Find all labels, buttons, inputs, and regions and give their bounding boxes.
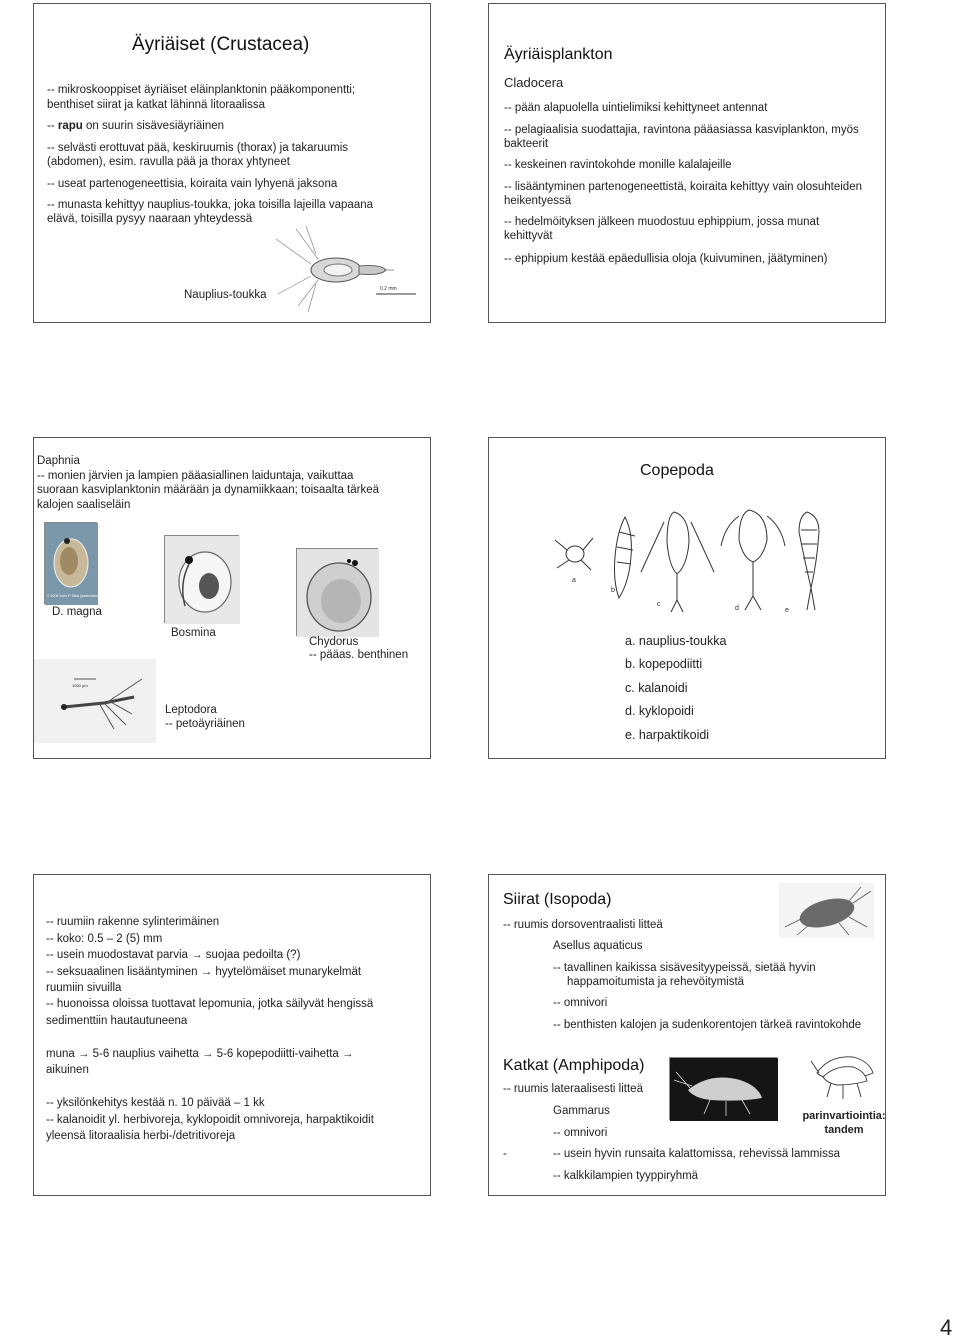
text-line: benthiset siirat ja katkat lähinnä litoraalissa bbox=[47, 99, 265, 111]
species-name: Gammarus bbox=[553, 1105, 610, 1117]
list-item: bakteerit bbox=[504, 138, 549, 150]
rapu-bold: rapu bbox=[57, 120, 83, 132]
text-line-rapu bbox=[47, 119, 224, 134]
list-item: -- lisääntyminen partenogeneettistä, koiraita kehittyy vain olosuhteiden bbox=[504, 181, 862, 193]
text-line: -- huonoissa oloissa tuottavat lepomunia, jotka säilyvät hengissä bbox=[46, 998, 374, 1010]
text-line: -- usein muodostavat parvia → suojaa pedoilta (?) bbox=[46, 949, 301, 961]
text-line: -- useat partenogeneettisia, koiraita vain lyhyenä jaksona bbox=[47, 178, 338, 190]
label-d: d bbox=[735, 605, 739, 612]
tandem-drawing bbox=[809, 1043, 879, 1101]
text-line: -- koko: 0.5 – 2 (5) mm bbox=[46, 933, 163, 945]
text-line: -- mikroskooppiset äyriäiset eläinplanktonin pääkomponentti; bbox=[47, 84, 356, 96]
text-line: ruumiin sivuilla bbox=[46, 982, 122, 994]
text-line: -- yksilönkehitys kestää n. 10 päivää – 1 kk bbox=[46, 1097, 265, 1109]
caption-bosmina: Bosmina bbox=[171, 627, 216, 639]
text-line: muna → 5-6 nauplius vaihetta → 5-6 kopepodiitti-vaihetta → bbox=[46, 1048, 354, 1060]
species-name: Asellus aquaticus bbox=[553, 940, 643, 952]
text-line: -- selvästi erottuvat pää, keskiruumis (thorax) ja takaruumis bbox=[47, 142, 349, 154]
asellus-photo bbox=[779, 883, 874, 938]
text-line: happamoitumista ja rehevöitymistä bbox=[567, 976, 745, 988]
copepod-illustration bbox=[549, 502, 829, 620]
photo-copyright: © 2005 John F. Stick (www.microfarm.org) bbox=[47, 594, 113, 598]
scale-label: 1000 µm bbox=[72, 683, 88, 688]
gammarus-photo bbox=[669, 1057, 777, 1120]
tandem-label-line2: tandem bbox=[824, 1124, 864, 1136]
page-number: 4 bbox=[940, 1315, 953, 1340]
legend-item: e. harpaktikoidi bbox=[625, 728, 710, 742]
text-line: -- usein hyvin runsaita kalattomissa, rehevissä lammissa bbox=[553, 1148, 840, 1160]
rapu-rest: on suurin sisävesiäyriäinen bbox=[82, 120, 225, 132]
leptodora-photo bbox=[34, 659, 156, 743]
slide-crustacea bbox=[33, 3, 431, 323]
text-line: -- ruumis dorsoventraalisti litteä bbox=[503, 919, 663, 931]
text-line: -- ruumis lateraalisesti litteä bbox=[503, 1083, 643, 1095]
text-line: -- seksuaalinen lisääntyminen → hyytelömäiset munarykelmät bbox=[46, 966, 362, 978]
text-line: (abdomen), esim. ravulla pää ja thorax yhtyneet bbox=[47, 156, 290, 168]
text-line: -- ruumiin rakenne sylinterimäinen bbox=[46, 916, 220, 928]
title-katkat: Katkat (Amphipoda) bbox=[503, 1057, 645, 1074]
caption-leptodora-note: -- petoäyriäinen bbox=[165, 718, 245, 730]
list-item: -- pelagiaalisia suodattajia, ravintona pääasiassa kasviplankton, myös bbox=[504, 124, 859, 136]
chydorus-photo bbox=[296, 548, 378, 636]
text-line: sedimenttiin hautautuneena bbox=[46, 1015, 188, 1027]
nauplius-image bbox=[266, 224, 426, 314]
text-line: -- munasta kehittyy nauplius-toukka, joka toisilla lajeilla vapaana bbox=[47, 199, 374, 211]
label-a: a bbox=[572, 577, 576, 584]
legend-item: a. nauplius-toukka bbox=[625, 634, 727, 648]
tandem-label-line1: parinvartiointia: bbox=[802, 1110, 886, 1122]
slide-subtitle: Cladocera bbox=[504, 75, 564, 90]
legend-item: b. kopepodiitti bbox=[625, 657, 703, 671]
text-line: -- omnivori bbox=[553, 997, 608, 1009]
caption-d-magna: D. magna bbox=[52, 606, 102, 618]
scale-label: 0.2 mm bbox=[380, 286, 397, 292]
list-item: kehittyvät bbox=[504, 230, 553, 242]
slide-title: Äyriäiset (Crustacea) bbox=[132, 34, 310, 55]
list-item: -- hedelmöityksen jälkeen muodostuu ephippium, jossa munat bbox=[504, 216, 820, 228]
list-item: -- keskeinen ravintokohde monille kalalajeille bbox=[504, 159, 732, 171]
legend-item: c. kalanoidi bbox=[625, 681, 688, 695]
caption-leptodora: Leptodora bbox=[165, 704, 217, 716]
caption-chydorus-note: -- pääas. benthinen bbox=[309, 649, 409, 661]
slide-ayriaisplankton bbox=[488, 3, 886, 323]
label-c: c bbox=[657, 601, 661, 608]
daphnia-magna-photo bbox=[44, 522, 113, 604]
slide-title: Copepoda bbox=[640, 462, 714, 479]
text-line: -- kalanoidit yl. herbivoreja, kyklopoidit omnivoreja, harpaktikoidit bbox=[46, 1114, 374, 1126]
text-line: -- kalkkilampien tyyppiryhmä bbox=[553, 1170, 699, 1182]
label-b: b bbox=[611, 587, 615, 594]
text-line: -- omnivori bbox=[553, 1127, 608, 1139]
bullet-dash: - bbox=[503, 1148, 507, 1160]
tandem-label bbox=[799, 1109, 889, 1137]
slide-isopoda-amphipoda bbox=[488, 874, 886, 1196]
text-line: elävä, toisilla pysyy naaraan yhteydessä bbox=[47, 213, 253, 225]
text-line: -- monien järvien ja lampien pääasiallinen laiduntaja, vaikuttaa bbox=[37, 470, 354, 482]
list-item: heikentyessä bbox=[504, 195, 572, 207]
legend-item: d. kyklopoidi bbox=[625, 704, 694, 718]
slide-heading: Daphnia bbox=[37, 455, 80, 467]
bosmina-photo bbox=[164, 535, 239, 623]
text-line: -- tavallinen kaikissa sisävesityypeissä, sietää hyvin bbox=[553, 962, 816, 974]
text-line: kalojen saaliseläin bbox=[37, 499, 131, 511]
list-item: -- ephippium kestää epäedullisia oloja (kuivuminen, jäätyminen) bbox=[504, 253, 828, 265]
slide-copepoda bbox=[488, 437, 886, 759]
slide-daphnia bbox=[33, 437, 431, 759]
slide-copepoda-text bbox=[33, 874, 431, 1196]
text-line: aikuinen bbox=[46, 1064, 89, 1076]
label-e: e bbox=[785, 607, 789, 614]
text-line: -- benthisten kalojen ja sudenkorentojen tärkeä ravintokohde bbox=[553, 1019, 862, 1031]
text-line: suoraan kasviplanktonin määrään ja dynamiikkaan; toisaalta tärkeä bbox=[37, 484, 380, 496]
image-caption: Nauplius-toukka bbox=[184, 289, 267, 301]
rapu-prefix: -- bbox=[47, 120, 58, 132]
caption-chydorus: Chydorus bbox=[309, 636, 359, 648]
slide-title: Äyriäisplankton bbox=[504, 46, 613, 63]
text-line: yleensä litoraalisia herbi-/detritivoreja bbox=[46, 1130, 236, 1142]
title-siirat: Siirat (Isopoda) bbox=[503, 891, 612, 908]
list-item: -- pään alapuolella uintielimiksi kehittyneet antennat bbox=[504, 102, 768, 114]
